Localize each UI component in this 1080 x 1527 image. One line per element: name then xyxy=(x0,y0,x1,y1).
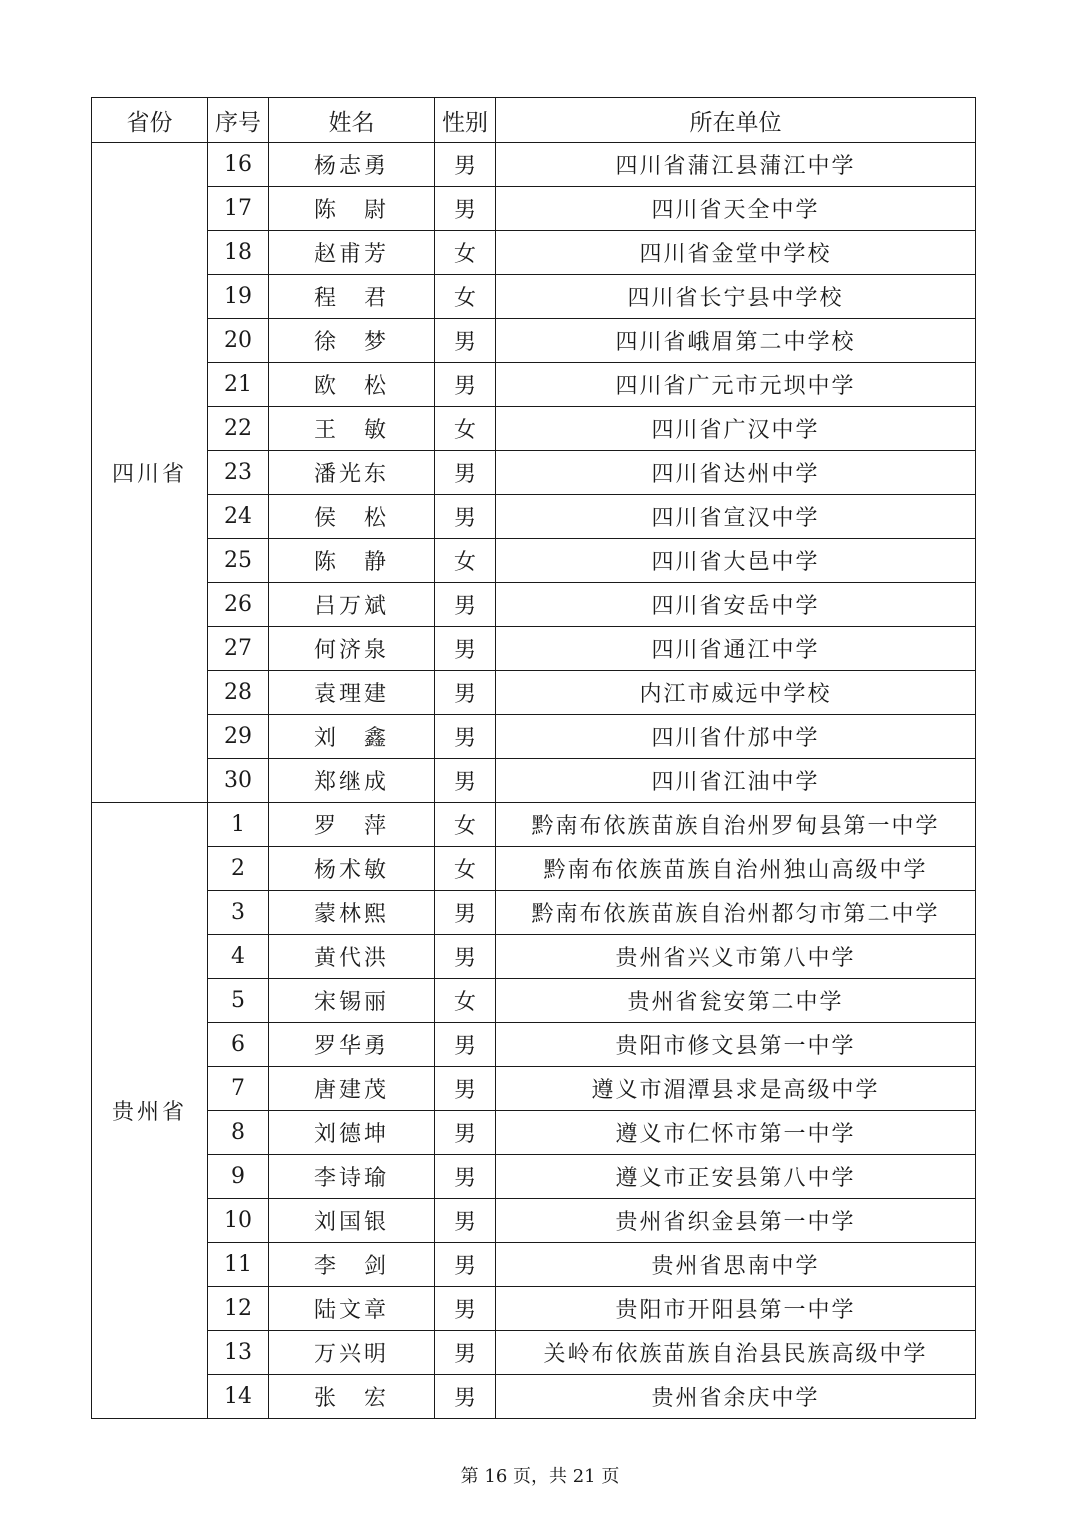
province-cell: 四川省 xyxy=(92,143,208,803)
gender-cell: 男 xyxy=(435,1067,496,1111)
name-cell: 潘光东 xyxy=(269,451,435,495)
gender-cell: 男 xyxy=(435,1155,496,1199)
table-row xyxy=(92,715,976,759)
number-cell: 28 xyxy=(208,671,269,715)
table-row xyxy=(92,187,976,231)
name-cell: 郑继成 xyxy=(269,759,435,803)
unit-cell: 四川省大邑中学 xyxy=(496,539,976,583)
gender-cell: 男 xyxy=(435,495,496,539)
gender-cell: 女 xyxy=(435,407,496,451)
number-cell: 29 xyxy=(208,715,269,759)
unit-cell: 贵州省余庆中学 xyxy=(496,1375,976,1419)
name-cell: 陈 尉 xyxy=(269,187,435,231)
gender-cell: 女 xyxy=(435,803,496,847)
gender-cell: 女 xyxy=(435,231,496,275)
unit-cell: 关岭布依族苗族自治县民族高级中学 xyxy=(496,1331,976,1375)
unit-cell: 四川省广汉中学 xyxy=(496,407,976,451)
name-cell: 吕万斌 xyxy=(269,583,435,627)
number-cell: 11 xyxy=(208,1243,269,1287)
unit-cell: 四川省长宁县中学校 xyxy=(496,275,976,319)
gender-cell: 男 xyxy=(435,1331,496,1375)
unit-cell: 黔南布依族苗族自治州罗甸县第一中学 xyxy=(496,803,976,847)
table-row xyxy=(92,539,976,583)
table-row xyxy=(92,1111,976,1155)
table-row xyxy=(92,451,976,495)
number-cell: 19 xyxy=(208,275,269,319)
table-row xyxy=(92,319,976,363)
number-cell: 17 xyxy=(208,187,269,231)
header-number: 序号 xyxy=(208,98,269,143)
table-row xyxy=(92,979,976,1023)
table-row xyxy=(92,1199,976,1243)
number-cell: 2 xyxy=(208,847,269,891)
name-cell: 李 剑 xyxy=(269,1243,435,1287)
number-cell: 12 xyxy=(208,1287,269,1331)
gender-cell: 女 xyxy=(435,847,496,891)
gender-cell: 男 xyxy=(435,935,496,979)
number-cell: 21 xyxy=(208,363,269,407)
table-row xyxy=(92,935,976,979)
name-cell: 侯 松 xyxy=(269,495,435,539)
name-cell: 何济泉 xyxy=(269,627,435,671)
number-cell: 23 xyxy=(208,451,269,495)
table-row xyxy=(92,891,976,935)
gender-cell: 男 xyxy=(435,1111,496,1155)
unit-cell: 遵义市仁怀市第一中学 xyxy=(496,1111,976,1155)
header-row xyxy=(92,98,976,143)
page-footer: 第 16 页，共 21 页 xyxy=(460,1466,620,1487)
table-row xyxy=(92,1067,976,1111)
roster-body xyxy=(92,143,976,1419)
table-row xyxy=(92,583,976,627)
gender-cell: 男 xyxy=(435,671,496,715)
number-cell: 24 xyxy=(208,495,269,539)
table-row xyxy=(92,627,976,671)
number-cell: 30 xyxy=(208,759,269,803)
unit-cell: 四川省安岳中学 xyxy=(496,583,976,627)
unit-cell: 内江市威远中学校 xyxy=(496,671,976,715)
gender-cell: 男 xyxy=(435,583,496,627)
table-row xyxy=(92,407,976,451)
gender-cell: 男 xyxy=(435,1243,496,1287)
gender-cell: 男 xyxy=(435,187,496,231)
name-cell: 张 宏 xyxy=(269,1375,435,1419)
unit-cell: 贵州省思南中学 xyxy=(496,1243,976,1287)
gender-cell: 男 xyxy=(435,363,496,407)
number-cell: 26 xyxy=(208,583,269,627)
number-cell: 25 xyxy=(208,539,269,583)
gender-cell: 男 xyxy=(435,715,496,759)
number-cell: 20 xyxy=(208,319,269,363)
number-cell: 18 xyxy=(208,231,269,275)
number-cell: 4 xyxy=(208,935,269,979)
table-row xyxy=(92,847,976,891)
name-cell: 陈 静 xyxy=(269,539,435,583)
unit-cell: 四川省天全中学 xyxy=(496,187,976,231)
unit-cell: 四川省蒲江县蒲江中学 xyxy=(496,143,976,187)
name-cell: 万兴明 xyxy=(269,1331,435,1375)
table-row xyxy=(92,143,976,187)
gender-cell: 男 xyxy=(435,627,496,671)
number-cell: 9 xyxy=(208,1155,269,1199)
table-row xyxy=(92,671,976,715)
gender-cell: 男 xyxy=(435,759,496,803)
number-cell: 7 xyxy=(208,1067,269,1111)
name-cell: 李诗瑜 xyxy=(269,1155,435,1199)
gender-cell: 男 xyxy=(435,319,496,363)
name-cell: 罗华勇 xyxy=(269,1023,435,1067)
name-cell: 王 敏 xyxy=(269,407,435,451)
unit-cell: 贵阳市修文县第一中学 xyxy=(496,1023,976,1067)
unit-cell: 四川省江油中学 xyxy=(496,759,976,803)
gender-cell: 男 xyxy=(435,891,496,935)
table-row xyxy=(92,1023,976,1067)
gender-cell: 男 xyxy=(435,1199,496,1243)
table-row xyxy=(92,1287,976,1331)
number-cell: 1 xyxy=(208,803,269,847)
gender-cell: 女 xyxy=(435,979,496,1023)
gender-cell: 男 xyxy=(435,1023,496,1067)
unit-cell: 四川省广元市元坝中学 xyxy=(496,363,976,407)
table-row xyxy=(92,1243,976,1287)
name-cell: 陆文章 xyxy=(269,1287,435,1331)
header-province: 省份 xyxy=(92,98,208,143)
number-cell: 13 xyxy=(208,1331,269,1375)
gender-cell: 女 xyxy=(435,275,496,319)
name-cell: 徐 梦 xyxy=(269,319,435,363)
name-cell: 罗 萍 xyxy=(269,803,435,847)
unit-cell: 贵州省织金县第一中学 xyxy=(496,1199,976,1243)
table-row xyxy=(92,803,976,847)
roster-table xyxy=(91,97,976,1419)
header-gender: 性别 xyxy=(435,98,496,143)
name-cell: 黄代洪 xyxy=(269,935,435,979)
province-cell: 贵州省 xyxy=(92,803,208,1419)
table-row xyxy=(92,1331,976,1375)
name-cell: 程 君 xyxy=(269,275,435,319)
number-cell: 10 xyxy=(208,1199,269,1243)
unit-cell: 四川省宣汉中学 xyxy=(496,495,976,539)
header-unit: 所在单位 xyxy=(496,98,976,143)
unit-cell: 贵阳市开阳县第一中学 xyxy=(496,1287,976,1331)
unit-cell: 遵义市湄潭县求是高级中学 xyxy=(496,1067,976,1111)
table-row xyxy=(92,495,976,539)
number-cell: 22 xyxy=(208,407,269,451)
number-cell: 3 xyxy=(208,891,269,935)
gender-cell: 女 xyxy=(435,539,496,583)
name-cell: 欧 松 xyxy=(269,363,435,407)
table-row xyxy=(92,231,976,275)
number-cell: 27 xyxy=(208,627,269,671)
table-row xyxy=(92,1155,976,1199)
unit-cell: 四川省通江中学 xyxy=(496,627,976,671)
gender-cell: 男 xyxy=(435,1287,496,1331)
number-cell: 8 xyxy=(208,1111,269,1155)
table-row xyxy=(92,275,976,319)
gender-cell: 男 xyxy=(435,1375,496,1419)
gender-cell: 男 xyxy=(435,451,496,495)
number-cell: 6 xyxy=(208,1023,269,1067)
unit-cell: 四川省金堂中学校 xyxy=(496,231,976,275)
name-cell: 刘德坤 xyxy=(269,1111,435,1155)
unit-cell: 四川省达州中学 xyxy=(496,451,976,495)
gender-cell: 男 xyxy=(435,143,496,187)
name-cell: 赵甫芳 xyxy=(269,231,435,275)
name-cell: 刘国银 xyxy=(269,1199,435,1243)
name-cell: 宋锡丽 xyxy=(269,979,435,1023)
name-cell: 袁理建 xyxy=(269,671,435,715)
table-row xyxy=(92,1375,976,1419)
unit-cell: 贵州省兴义市第八中学 xyxy=(496,935,976,979)
name-cell: 杨志勇 xyxy=(269,143,435,187)
unit-cell: 遵义市正安县第八中学 xyxy=(496,1155,976,1199)
unit-cell: 黔南布依族苗族自治州独山高级中学 xyxy=(496,847,976,891)
header-name: 姓名 xyxy=(269,98,435,143)
unit-cell: 四川省峨眉第二中学校 xyxy=(496,319,976,363)
unit-cell: 贵州省瓮安第二中学 xyxy=(496,979,976,1023)
unit-cell: 四川省什邡中学 xyxy=(496,715,976,759)
name-cell: 杨术敏 xyxy=(269,847,435,891)
name-cell: 刘 鑫 xyxy=(269,715,435,759)
table-row xyxy=(92,363,976,407)
number-cell: 16 xyxy=(208,143,269,187)
table-row xyxy=(92,759,976,803)
number-cell: 5 xyxy=(208,979,269,1023)
name-cell: 唐建茂 xyxy=(269,1067,435,1111)
number-cell: 14 xyxy=(208,1375,269,1419)
unit-cell: 黔南布依族苗族自治州都匀市第二中学 xyxy=(496,891,976,935)
name-cell: 蒙林熙 xyxy=(269,891,435,935)
